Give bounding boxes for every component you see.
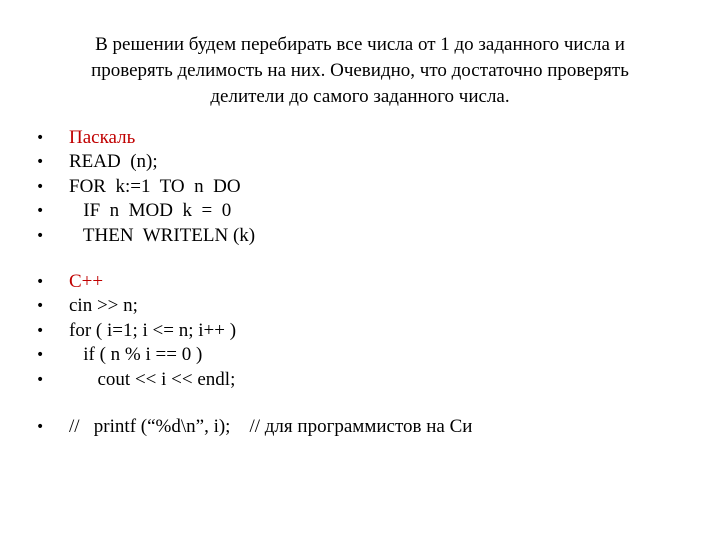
code-line: cin >> n; bbox=[69, 295, 138, 317]
cpp-code-list bbox=[36, 270, 696, 392]
code-line: for ( i=1; i <= n; i++ ) bbox=[69, 319, 237, 341]
intro-line: делители до самого заданного числа. bbox=[210, 86, 510, 107]
list-item bbox=[36, 368, 696, 392]
bullet-icon: • bbox=[36, 347, 45, 364]
code-line: if ( n % i == 0 ) bbox=[69, 344, 203, 366]
bullet-icon: • bbox=[36, 274, 45, 290]
bullet-icon: • bbox=[36, 154, 45, 171]
bullet-icon: • bbox=[36, 203, 45, 220]
pascal-code-list bbox=[36, 126, 696, 248]
list-item bbox=[36, 175, 696, 199]
list-item bbox=[36, 126, 696, 150]
list-item bbox=[36, 294, 696, 318]
code-line: THEN WRITELN (k) bbox=[69, 224, 256, 246]
code-line: FOR k:=1 TO n DO bbox=[69, 175, 241, 197]
list-item bbox=[36, 199, 696, 223]
intro-line: В решении будем перебирать все числа от 1 до заданного числа и bbox=[95, 34, 625, 55]
intro-line: проверять делимость на них. Очевидно, что достаточно проверять bbox=[91, 60, 629, 81]
list-item bbox=[36, 319, 696, 343]
list-item bbox=[36, 150, 696, 174]
bullet-icon: • bbox=[36, 227, 45, 244]
bullet-icon: • bbox=[36, 298, 45, 315]
list-item bbox=[36, 415, 696, 439]
bullet-icon: • bbox=[36, 371, 45, 388]
code-line: cout << i << endl; bbox=[69, 368, 236, 390]
code-line: READ (n); bbox=[69, 151, 158, 173]
list-item bbox=[36, 224, 696, 248]
pascal-heading: Паскаль bbox=[69, 127, 136, 148]
list-item bbox=[36, 343, 696, 367]
bullet-icon: • bbox=[36, 130, 45, 146]
code-line: // printf (“%d\n”, i); // для программистов на Си bbox=[69, 416, 473, 437]
cpp-heading: C++ bbox=[69, 271, 104, 292]
bullet-icon: • bbox=[36, 178, 45, 195]
c-comment-list bbox=[36, 415, 696, 439]
bullet-icon: • bbox=[36, 419, 45, 435]
intro-paragraph bbox=[60, 32, 660, 110]
list-item bbox=[36, 270, 696, 294]
code-line: IF n MOD k = 0 bbox=[69, 200, 232, 222]
bullet-icon: • bbox=[36, 322, 45, 339]
